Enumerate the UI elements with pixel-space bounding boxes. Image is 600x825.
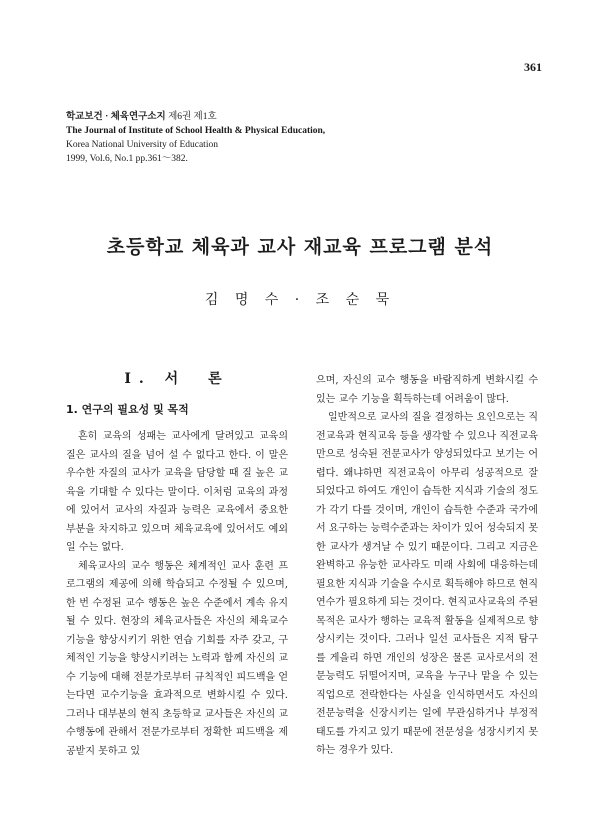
paper-title: 초등학교 체육과 교사 재교육 프로그램 분석 <box>106 236 494 258</box>
subsection-title: 1. 연구의 필요성 및 목적 <box>66 402 189 416</box>
right-paragraph-2: 일반적으로 교사의 질을 결정하는 요인으로는 직전교육과 현직교육 등을 생각할 수 있으나 직전교육만으로 성숙된 전문교사가 양성되었다고 보기는 어렵다. 왜냐하면 직전교육이 아무리 성공적으로 잘 되었다고 하여도 개인이 습득한 지식과 기술의 정도가 각기 다를 것이며, 개인이 습득한 수준과 국가에서 요구하는 능력수준과는 차이가 있어 성숙되지 못한 교사가 생겨날 수 있기 때문이다. 그리고 지금은 완벽하고 유능한 교사라도 미래 사회에 대응하는데 필요한 지식과 기술을 수시로 획득해야 하므로 현직 연수가 필요하게 되는 것이다. 현직교사교육의 주된 목적은 교사가 행하는 교육적 활동을 실제적으로 향상시키는 것이다. 그러나 일선 교사들은 지적 탐구를 게을리 하면 개인의 성장은 물론 교사로서의 전문능력도 뒤떨어지며, 교육을 누구나 맡을 수 있는 직업으로 전락한다는 사실을 인식하면서도 자신의 전문능력을 신장시키는 일에 무관심하거나 부정적 태도를 가지고 있기 때문에 전문성을 성장시키지 못하는 경우가 있다. <box>316 412 538 756</box>
page-number: 361 <box>524 60 542 74</box>
journal-korean-volume: 제6권 제1호 <box>165 112 217 122</box>
journal-header <box>66 110 325 166</box>
journal-korean-line <box>66 110 325 124</box>
journal-korean-name: 학교보건 · 체육연구소지 <box>66 112 166 122</box>
journal-english-name: The Journal of Institute of School Health & Physical Education, <box>66 126 326 136</box>
left-paragraph-1: 흔히 교육의 성패는 교사에게 달려있고 교육의 질은 교사의 질을 넘어 설 수 없다고 한다. 이 말은 우수한 자질의 교사가 교육을 담당할 때 질 높은 교육을 기대할 수 있다는 말이다. 이처럼 교육의 과정에 있어서 교사의 자질과 능력은 교육에서 중요한 부분을 차지하고 있으며 체육교육에 있어서도 예외일 수는 없다. <box>66 431 288 553</box>
section-title: Ⅰ. 서 론 <box>124 371 230 387</box>
right-column <box>316 372 538 761</box>
left-column <box>66 370 288 761</box>
right-paragraph-1: 으며, 자신의 교수 행동을 바람직하게 변화시킬 수 있는 교수 기능을 획득하는데 어려움이 많다. <box>316 375 538 405</box>
university-name: Korea National University of Education <box>66 140 218 150</box>
left-paragraph-2: 체육교사의 교수 행동은 체계적인 교사 훈련 프로그램의 제공에 의해 학습되고 수정될 수 있으며, 한 번 수정된 교수 행동은 높은 수준에서 계속 유지될 수 있다. 현장의 체육교사들은 자신의 체육교수 기능을 향상시키기 위한 연습 기회를 자주 갖고, 구체적인 기능을 향상시키려는 노력과 함께 자신의 교수 기능에 대해 전문가로부터 규칙적인 피드백을 얻는다면 교수기능을 효과적으로 변화시킬 수 있다. 그러나 대부분의 현직 초등학교 교사들은 자신의 교수행동에 관해서 전문가로부터 정확한 피드백을 제공받지 못하고 있 <box>66 560 288 757</box>
citation: 1999, Vol.6, No.1 pp.361～382. <box>66 154 188 164</box>
paper-authors: 김 명 수 · 조 순 묵 <box>204 292 396 308</box>
